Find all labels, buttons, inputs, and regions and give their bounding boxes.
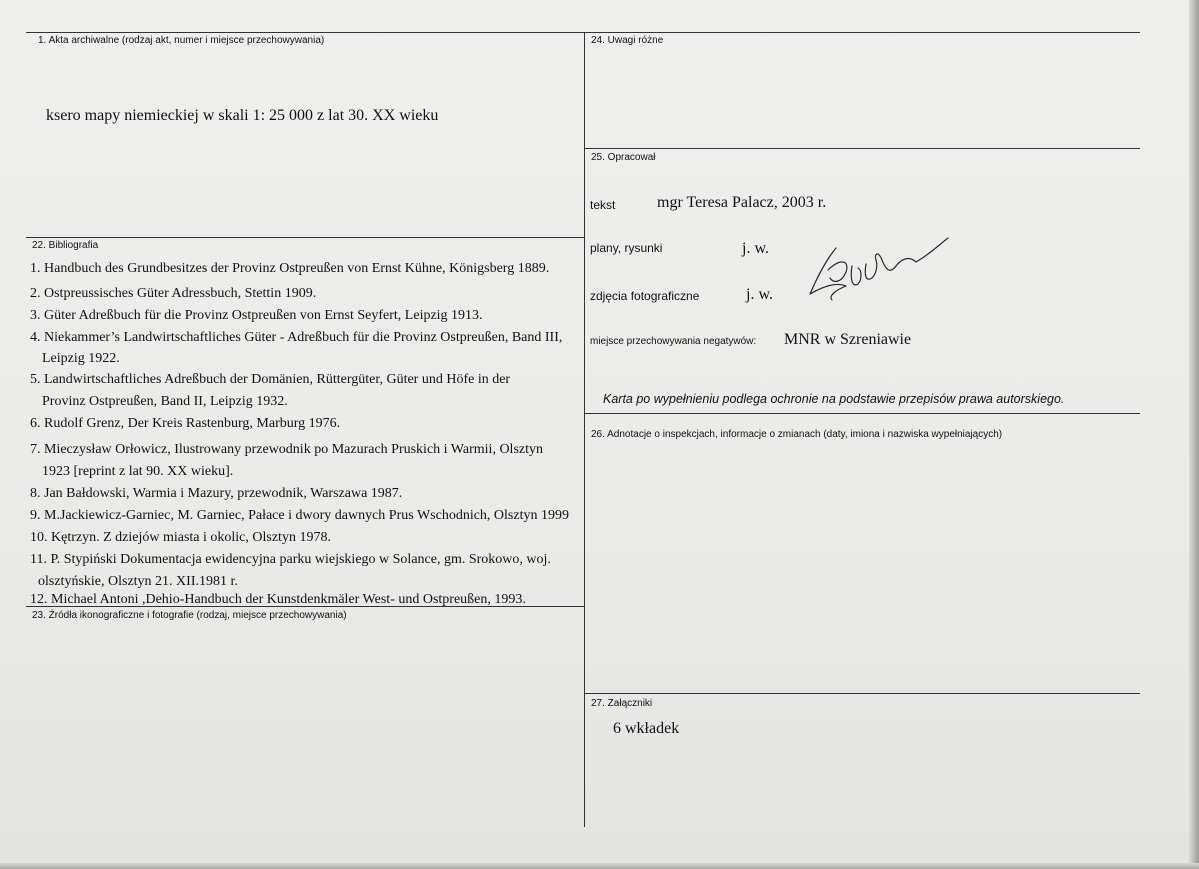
tekst-label: tekst bbox=[590, 198, 616, 212]
bibliography-item: 6. Rudolf Grenz, Der Kreis Rastenburg, Marburg 1976. bbox=[30, 416, 341, 431]
rule-s22 bbox=[26, 237, 584, 238]
section-23-label: 23. Źródła ikonograficzne i fotografie (rodzaj, miejsce przechowywania) bbox=[32, 610, 347, 621]
bibliography-item: 9. M.Jackiewicz-Garniec, M. Garniec, Pałace i dwory dawnych Prus Wschodnich, Olsztyn 1999 bbox=[30, 508, 569, 523]
bibliography-item: Provinz Ostpreußen, Band II, Leipzig 1932. bbox=[42, 394, 288, 409]
rule-s26 bbox=[584, 413, 1140, 414]
section-26-label: 26. Adnotacje o inspekcjach, informacje o zmianach (daty, imiona i nazwiska wypełniających) bbox=[591, 429, 1003, 440]
section-27-label: 27. Załączniki bbox=[591, 698, 653, 709]
bibliography-item: Leipzig 1922. bbox=[42, 351, 120, 366]
bibliography-item: 10. Kętrzyn. Z dziejów miasta i okolic, Olsztyn 1978. bbox=[30, 530, 331, 545]
handwritten-signature bbox=[806, 230, 956, 305]
bibliography-item: 4. Niekammer’s Landwirtschaftliches Güter - Adreßbuch für die Provinz Ostpreußen, Band III, bbox=[30, 330, 563, 345]
negatywy-label: miejsce przechowywania negatywów: bbox=[590, 336, 757, 347]
tekst-value: mgr Teresa Palacz, 2003 r. bbox=[657, 194, 827, 211]
bibliography-item: 3. Güter Adreßbuch für die Provinz Ostpreußen von Ernst Seyfert, Leipzig 1913. bbox=[30, 308, 483, 323]
bibliography-item: 5. Landwirtschaftliches Adreßbuch der Domänien, Rüttergüter, Güter und Höfe in der bbox=[30, 372, 511, 387]
bibliography-item: 11. P. Stypiński Dokumentacja ewidencyjna parku wiejskiego w Solance, gm. Srokowo, woj. bbox=[30, 552, 551, 567]
negatywy-value: MNR w Szreniawie bbox=[784, 331, 912, 348]
bibliography-item: 8. Jan Bałdowski, Warmia i Mazury, przewodnik, Warszawa 1987. bbox=[30, 486, 403, 501]
page-edge-bottom bbox=[0, 863, 1199, 869]
section-25-label: 25. Opracował bbox=[591, 152, 656, 163]
section-22-label: 22. Bibliografia bbox=[32, 240, 99, 251]
zdjecia-value: j. w. bbox=[746, 286, 773, 303]
bibliography-item: 1923 [reprint z lat 90. XX wieku]. bbox=[42, 464, 234, 479]
rule-s27 bbox=[584, 693, 1140, 694]
bibliography-item: 2. Ostpreussisches Güter Adressbuch, Stettin 1909. bbox=[30, 286, 317, 301]
plany-value: j. w. bbox=[742, 240, 769, 257]
bibliography-item: 12. Michael Antoni ,Dehio-Handbuch der Kunstdenkmäler West- und Ostpreußen, 1993. bbox=[30, 592, 526, 607]
section-1-label: 1. Akta archiwalne (rodzaj akt, numer i miejsce przechowywania) bbox=[38, 35, 325, 46]
zdjecia-label: zdjęcia fotograficzne bbox=[590, 289, 700, 303]
plany-label: plany, rysunki bbox=[590, 241, 663, 255]
bibliography-item: 1. Handbuch des Grundbesitzes der Provinz Ostpreußen von Ernst Kühne, Königsberg 1889. bbox=[30, 261, 550, 276]
rule-s25 bbox=[584, 148, 1140, 149]
column-divider bbox=[584, 32, 585, 827]
page-edge-right bbox=[1189, 0, 1199, 869]
bibliography-item: olsztyńskie, Olsztyn 21. XII.1981 r. bbox=[38, 574, 238, 589]
bibliography-item: 7. Mieczysław Orłowicz, Ilustrowany przewodnik po Mazurach Pruskich i Warmii, Olsztyn bbox=[30, 442, 543, 457]
section-1-value: ksero mapy niemieckiej w skali 1: 25 000 z lat 30. XX wieku bbox=[46, 107, 439, 124]
section-27-value: 6 wkładek bbox=[613, 720, 680, 737]
section-24-label: 24. Uwagi różne bbox=[591, 35, 664, 46]
copyright-note: Karta po wypełnieniu podlega ochronie na podstawie przepisów prawa autorskiego. bbox=[603, 392, 1065, 406]
top-rule bbox=[26, 32, 1140, 33]
